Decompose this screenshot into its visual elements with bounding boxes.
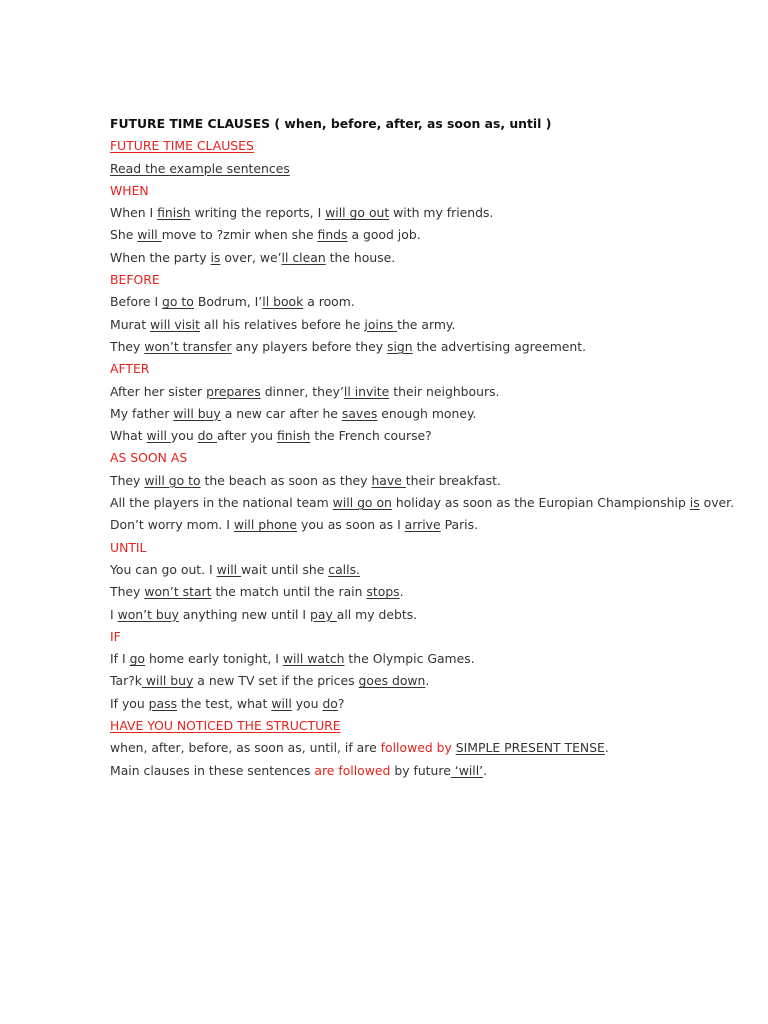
text-segment: If I [110,651,130,667]
underlined-phrase: arrive [404,517,441,533]
text-segment: Paris. [440,517,479,533]
underlined-phrase: ll clean [281,249,326,265]
text-segment: home early tonight, I [145,651,283,667]
text-segment: any players before they [231,338,387,354]
underlined-phrase: finish [276,428,311,444]
text-segment: When I [110,205,158,221]
text-segment: when, after, before, as soon as, until, if are [110,740,381,756]
text-segment: What [110,428,147,444]
example-sentence [110,224,650,246]
underlined-phrase: won’t buy [117,606,179,622]
text-segment: . [483,762,488,778]
underlined-phrase: do [197,428,218,444]
text-segment: a new TV set if the prices [193,673,359,689]
text-segment: BEFORE [110,272,160,288]
text-segment: the army. [397,316,456,332]
underlined-phrase: sign [387,338,413,354]
example-sentence [110,514,650,536]
underlined-phrase: will [146,428,171,444]
underlined-phrase: will watch [282,651,345,667]
underlined-phrase: do [322,695,338,711]
underlined-phrase: Read the example sentences [110,160,290,176]
section-heading [110,626,650,648]
underlined-phrase: is [210,249,221,265]
text-segment: FUTURE TIME CLAUSES ( when, before, after, as soon as, until ) [110,116,552,131]
example-sentence [110,559,650,581]
text-segment: over. [699,495,735,511]
text-segment: Main clauses in these sentences [110,762,315,778]
text-segment: their neighbours. [389,383,500,399]
text-segment: anything new until I [178,606,311,622]
text-segment: you as soon as I [297,517,405,533]
text-segment: the Olympic Games. [344,651,475,667]
text-segment: . [425,673,430,689]
underlined-phrase: finish [157,205,191,221]
text-segment: ? [337,695,345,711]
example-sentence [110,425,650,447]
underlined-phrase: pass [148,695,178,711]
underlined-phrase: will go to [144,472,201,488]
text-segment: by future [390,762,451,778]
rule-sentence [110,737,650,759]
text-segment: all my debts. [336,606,418,622]
example-sentence [110,291,650,313]
underlined-phrase: ‘will’ [450,762,484,778]
example-sentence [110,247,650,269]
underlined-phrase: won’t transfer [144,338,232,354]
text-segment: Don’t worry mom. I [110,517,234,533]
document-body [110,113,735,782]
underlined-phrase: won’t start [144,584,212,600]
underlined-phrase: go to [162,294,194,310]
example-sentence [110,403,650,425]
underlined-phrase: calls. [328,561,360,577]
text-segment: Tar?k [110,673,142,689]
text-segment: Bodrum, I’ [193,294,263,310]
underlined-phrase: goes down [358,673,426,689]
text-segment: She [110,227,138,243]
text-segment: I [110,606,118,622]
text-segment: They [110,584,145,600]
section-heading [110,447,650,469]
text-segment: the French course? [310,428,432,444]
section-heading [110,135,650,157]
text-segment: AFTER [110,361,150,377]
text-segment: They [110,338,145,354]
text-segment: are followed [314,762,391,778]
text-segment: writing the reports, I [190,205,326,221]
underlined-phrase: will buy [173,405,221,421]
example-sentence [110,581,650,603]
rule-sentence [110,760,650,782]
text-segment: move to ?zmir when she [161,227,318,243]
text-segment: the house. [325,249,396,265]
example-sentence [110,604,650,626]
underlined-phrase: HAVE YOU NOTICED THE STRUCTURE [110,718,341,734]
text-segment: You can go out. I [110,561,217,577]
underlined-phrase: ll book [262,294,304,310]
text-segment: . [399,584,404,600]
text-segment: They [110,472,145,488]
underlined-phrase: will [137,227,162,243]
underlined-phrase: will [216,561,242,577]
underlined-phrase: SIMPLE PRESENT TENSE [455,740,605,756]
underlined-phrase: pay [310,606,337,622]
instruction [110,158,650,180]
text-segment: the match until the rain [211,584,367,600]
text-segment: after you [217,428,277,444]
text-segment: you [291,695,323,711]
example-sentence [110,693,650,715]
section-heading [110,358,650,380]
underlined-phrase: will buy [141,673,194,689]
text-segment: AS SOON AS [110,450,188,466]
underlined-phrase: prepares [206,383,261,399]
underlined-phrase: joins [364,316,398,332]
text-segment: Murat [110,316,151,332]
text-segment: a good job. [347,227,421,243]
text-segment: you [170,428,198,444]
text-segment: My father [110,405,174,421]
text-segment: . [604,740,609,756]
text-segment: all his relatives before he [199,316,365,332]
underlined-phrase: is [689,495,700,511]
underlined-phrase: go [129,651,146,667]
example-sentence [110,492,735,514]
section-heading [110,715,650,737]
section-heading [110,180,650,202]
text-segment: UNTIL [110,539,147,555]
text-segment: dinner, they’ [260,383,344,399]
underlined-phrase: will visit [150,316,200,332]
underlined-phrase: have [371,472,406,488]
section-heading [110,537,650,559]
underlined-phrase: will go out [325,205,390,221]
text-segment: IF [110,628,121,644]
example-sentence [110,381,650,403]
text-segment: over, we’ [220,249,282,265]
text-segment: a new car after he [220,405,342,421]
text-segment: After her sister [110,383,207,399]
text-segment: All the players in the national team [110,495,333,511]
underlined-phrase: FUTURE TIME CLAUSES [110,138,254,154]
text-segment: holiday as soon as the Europian Championship [391,495,690,511]
underlined-phrase: finds [317,227,348,243]
text-segment: WHEN [110,182,149,198]
text-segment: followed by [380,740,452,756]
text-segment: When the party [110,249,211,265]
underlined-phrase: will [271,695,292,711]
text-segment: with my friends. [389,205,494,221]
text-segment: wait until she [241,561,329,577]
text-segment: the test, what [177,695,272,711]
example-sentence [110,314,650,336]
underlined-phrase: ll invite [343,383,390,399]
text-segment: Before I [110,294,163,310]
section-heading [110,269,650,291]
text-segment: the advertising agreement. [412,338,587,354]
example-sentence [110,470,650,492]
underlined-phrase: stops [366,584,400,600]
text-segment: the beach as soon as they [200,472,372,488]
document-title [110,113,650,135]
example-sentence [110,648,650,670]
text-segment: enough money. [377,405,477,421]
underlined-phrase: will phone [233,517,298,533]
example-sentence [110,670,650,692]
text-segment: If you [110,695,149,711]
text-segment: a room. [303,294,355,310]
underlined-phrase: saves [341,405,378,421]
text-segment: their breakfast. [405,472,501,488]
example-sentence [110,336,650,358]
underlined-phrase: will go on [332,495,392,511]
example-sentence [110,202,650,224]
